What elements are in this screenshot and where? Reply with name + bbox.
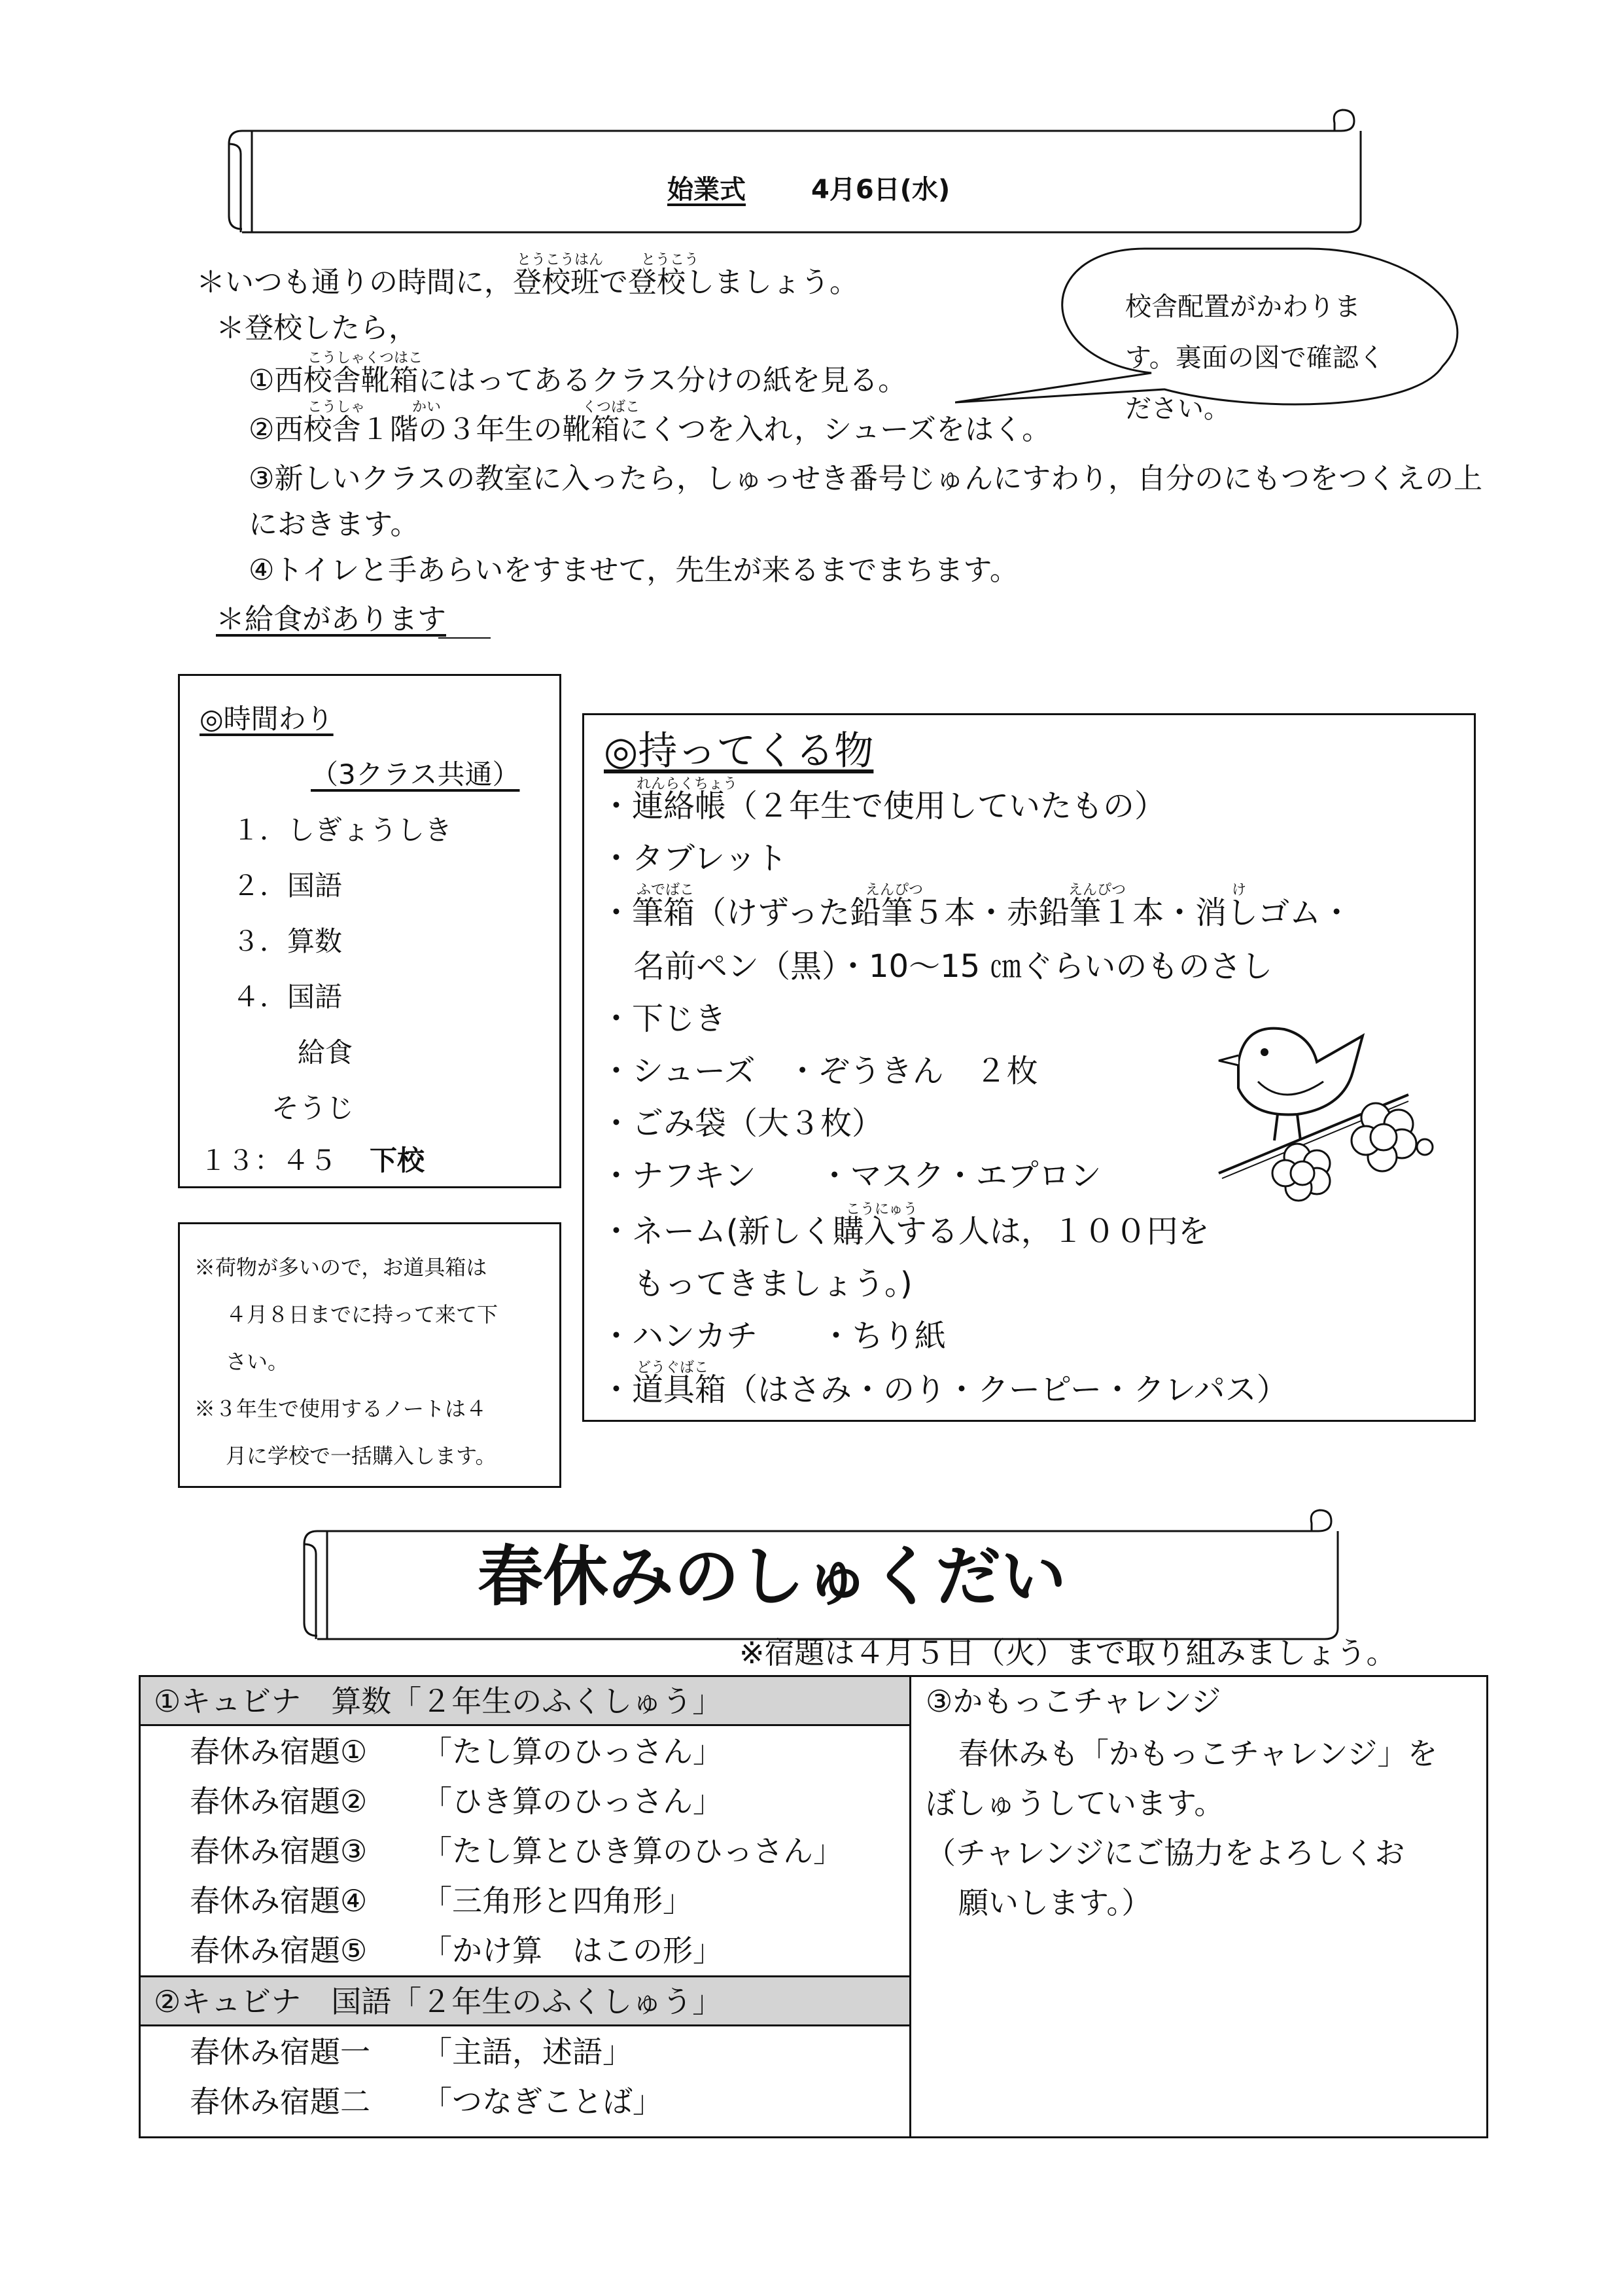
homework-deadline: ※宿題は４月５日（火）まで取り組みましょう。 xyxy=(739,1635,1397,1670)
instruction-step-3a: ③新しいクラスの教室に入ったら，しゅっせき番号じゅんにすわり，自分のにもつをつくえの上 xyxy=(249,462,1483,495)
lunch-underline-extension xyxy=(438,637,491,639)
opening-title: 始業式 xyxy=(667,175,746,205)
row-topic: 「つなぎことば」 xyxy=(422,2084,663,2119)
section3-line: 願いします。） xyxy=(958,1885,1152,1920)
row-topic: 「かけ算 はこの形」 xyxy=(422,1933,723,1968)
row-topic: 「ひき算のひっさん」 xyxy=(422,1784,723,1819)
table-row xyxy=(141,1726,909,1776)
ruby-ke: け xyxy=(1232,882,1247,898)
bubble-text xyxy=(1125,281,1385,434)
flower-shape xyxy=(1352,1103,1416,1171)
table-row xyxy=(141,1875,909,1925)
ruby-kutsubako: くつばこ xyxy=(582,399,640,415)
bring-item: ・連絡帳（２年生で使用していたもの） xyxy=(601,788,1166,824)
section3-line: ぼしゅうしています。 xyxy=(926,1786,1225,1821)
notice-line: ※荷物が多いので，お道具箱は xyxy=(194,1255,487,1280)
table-divider xyxy=(909,1677,911,2136)
bring-item: ・タブレット xyxy=(601,840,788,877)
section2-header xyxy=(141,1975,909,2026)
bring-item-continued: もってきましょう。) xyxy=(633,1265,913,1302)
notice-line: ※３年生で使用するノートは４ xyxy=(194,1396,487,1421)
ruby-kosha-kutsubako: こうしゃくつはこ xyxy=(307,350,423,366)
row-topic: 「主語，述語」 xyxy=(422,2034,633,2070)
bubble-line: 校舎配置がかわりま xyxy=(1125,292,1361,322)
row-assignment: 春休み宿題⑤ xyxy=(190,1933,368,1968)
dismissal-time: １３：４５ xyxy=(200,1144,338,1176)
bring-item: ・下じき xyxy=(601,1000,727,1037)
row-topic: 「三角形と四角形」 xyxy=(422,1883,693,1918)
bring-item-continued: 名前ペン（黒）・10～15 ㎝ぐらいのものさし xyxy=(633,948,1273,985)
bring-box xyxy=(582,713,1476,1422)
instruction-step-2: ②西校舎１階の３年生の靴箱にくつを入れ，シューズをはく。 xyxy=(249,413,1051,446)
row-assignment: 春休み宿題④ xyxy=(190,1883,368,1918)
instruction-step-1: ①西校舎靴箱にはってあるクラス分けの紙を見る。 xyxy=(249,364,907,397)
row-topic: 「たし算のひっさん」 xyxy=(422,1734,723,1769)
bubble-line: す。裏面の図で確認く xyxy=(1125,343,1385,373)
ruby-enpitsu-2: えんぴつ xyxy=(1068,882,1126,898)
row-assignment: 春休み宿題一 xyxy=(190,2034,370,2070)
instruction-line-2: ＊登校したら， xyxy=(216,311,417,345)
row-assignment: 春休み宿題二 xyxy=(190,2084,370,2119)
instruction-step-4: ④トイレと手あらいをすませて，先生が来るまでまちます。 xyxy=(249,554,1019,587)
notice-line: ４月８日までに持って来て下 xyxy=(226,1302,498,1327)
ruby-enpitsu-1: えんぴつ xyxy=(865,882,924,898)
bring-item: ・ハンカチ ・ちり紙 xyxy=(601,1318,947,1354)
schedule-item: ３．算数 xyxy=(232,925,343,957)
dismissal-label: 下校 xyxy=(370,1144,425,1176)
ruby-konyu: こうにゅう xyxy=(846,1201,918,1218)
ruby-dogubako: どうぐばこ xyxy=(637,1360,709,1376)
ruby-fudebako: ふでばこ xyxy=(637,882,695,898)
section1-header xyxy=(141,1677,909,1726)
bird-icon xyxy=(1212,1010,1435,1206)
section3-line: 春休みも「かもっこチャレンジ」を xyxy=(958,1736,1438,1771)
row-topic: 「たし算とひき算のひっさん」 xyxy=(422,1833,843,1869)
bubble-line: ださい。 xyxy=(1125,394,1230,424)
ruby-renrakucho: れんらくちょう xyxy=(637,776,738,792)
instruction-step-3b: におきます。 xyxy=(249,508,419,541)
table-row xyxy=(141,2026,909,2076)
bring-item: ・ナフキン ・マスク・エプロン xyxy=(601,1157,1102,1194)
table-row xyxy=(141,1826,909,1875)
homework-title: 春休みのしゅくだい xyxy=(478,1538,1066,1615)
notice-text xyxy=(194,1244,498,1479)
schedule-note: （3クラス共通） xyxy=(311,758,520,790)
opening-date: 4月6日(水) xyxy=(811,175,951,205)
schedule-item: １．しぎょうしき xyxy=(232,814,453,846)
row-assignment: 春休み宿題② xyxy=(190,1784,368,1819)
table-row xyxy=(141,2076,909,2126)
bring-item: ・道具箱（はさみ・のり・クーピー・クレパス） xyxy=(601,1371,1288,1408)
bring-item: ・ごみ袋（大３枚） xyxy=(601,1105,884,1142)
section3-header-label: ③かもっこチャレンジ xyxy=(926,1684,1221,1719)
schedule-item: 給食 xyxy=(298,1036,353,1069)
ruby-kosha: こうしゃ xyxy=(307,399,366,415)
schedule-box xyxy=(178,674,561,1188)
scroll-curl-decoration xyxy=(222,105,1367,236)
ruby-tokohan: とうこうはん xyxy=(517,252,604,268)
schedule-title: ◎時間わり xyxy=(200,703,334,735)
schedule-item: そうじ xyxy=(271,1092,355,1124)
ruby-kai: かい xyxy=(412,399,442,415)
ruby-toko: とうこう xyxy=(641,252,699,268)
homework-table xyxy=(139,1675,1488,2138)
instruction-line-1: ＊いつも通りの時間に，登校班で登校しましょう。 xyxy=(196,266,858,299)
row-assignment: 春休み宿題③ xyxy=(190,1833,368,1869)
schedule-item: ２．国語 xyxy=(232,870,343,902)
table-row xyxy=(141,1925,909,1975)
section1-header-label: ①キュビナ 算数「２年生のふくしゅう」 xyxy=(154,1684,723,1719)
section3-line: （チャレンジにご協力をよろしくお xyxy=(926,1835,1405,1871)
notice-box xyxy=(178,1222,561,1488)
bring-title: ◎持ってくる物 xyxy=(604,728,874,774)
opening-banner xyxy=(222,105,1367,236)
table-row xyxy=(141,1776,909,1826)
section2-header-label: ②キュビナ 国語「２年生のふくしゅう」 xyxy=(154,1984,723,2019)
lunch-notice: ＊給食があります xyxy=(216,603,446,636)
bring-item: ・筆箱（けずった鉛筆５本・赤鉛筆１本・消しゴム・ xyxy=(601,894,1353,931)
notice-line: 月に学校で一括購入します。 xyxy=(226,1443,497,1468)
bring-item: ・ネーム(新しく購入する人は，１００円を xyxy=(601,1213,1210,1250)
notice-line: さい。 xyxy=(226,1349,289,1374)
schedule-item: ４．国語 xyxy=(232,981,343,1013)
bring-item: ・シューズ ・ぞうきん ２枚 xyxy=(601,1053,1038,1089)
homework-banner xyxy=(298,1505,1344,1642)
row-assignment: 春休み宿題① xyxy=(190,1734,368,1769)
